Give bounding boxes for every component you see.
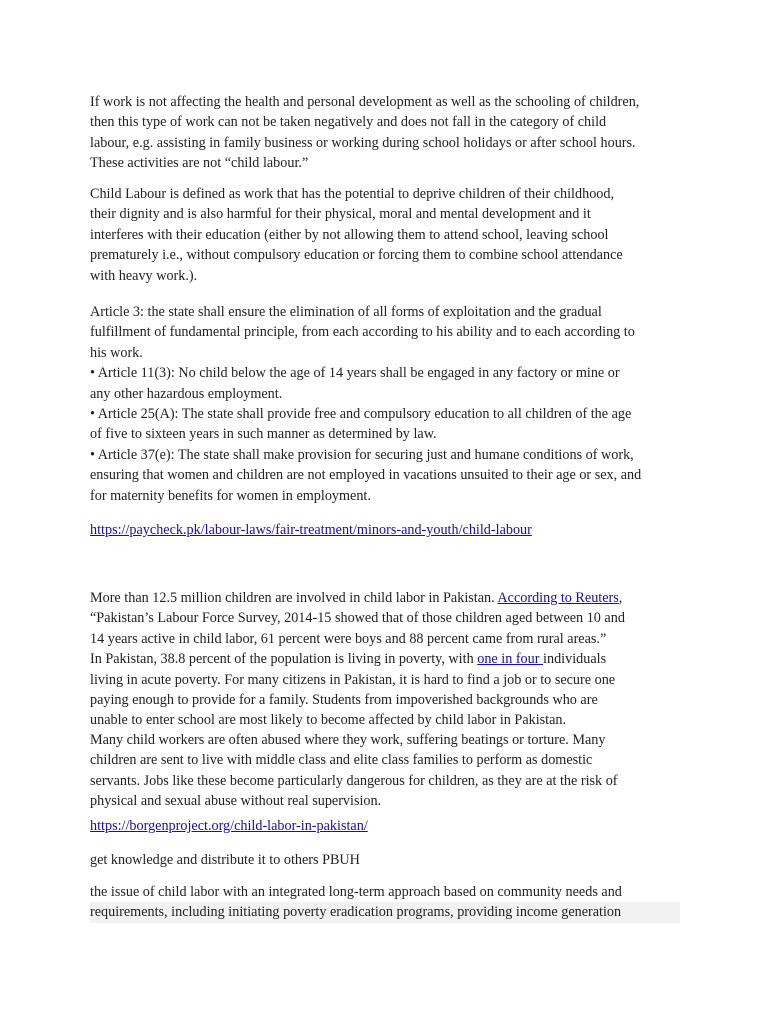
text-line: for maternity benefits for women in employment. — [90, 487, 371, 504]
text-line: paying enough to provide for a family. Students from impoverished backgrounds who are — [90, 692, 598, 709]
one-in-four-link[interactable]: one in four — [477, 651, 544, 668]
paragraph-work-not-child-labour — [90, 92, 680, 174]
text-line — [90, 588, 680, 608]
text-segment: individuals — [543, 651, 607, 668]
text-line: any other hazardous employment. — [90, 385, 283, 402]
text-line: servants. Jobs like these become particularly dangerous for children, as they are at the risk of — [90, 772, 618, 789]
text-line: 14 years active in child labor, 61 percent were boys and 88 percent came from rural areas.” — [90, 630, 607, 647]
text-line: their dignity and is also harmful for their physical, moral and mental development and it — [90, 206, 591, 223]
text-line: labour, e.g. assisting in family business or working during school holidays or after school hours. — [90, 134, 636, 151]
text-segment: , — [618, 590, 623, 606]
highlighted-text-line: requirements, including initiating poverty eradication programs, providing income generation — [90, 902, 680, 922]
borgenproject-link[interactable]: https://borgenproject.org/child-labor-in-pakistan/ — [90, 818, 368, 834]
text-line: his work. — [90, 344, 143, 361]
reuters-link[interactable]: According to Reuters — [497, 590, 619, 606]
paragraph-borgen-link — [90, 816, 680, 836]
text-line: fulfillment of fundamental principle, from each according to his ability and to each according to — [90, 324, 635, 341]
text-line: Many child workers are often abused where they work, suffering beatings or torture. Many — [90, 732, 606, 748]
paragraph-abuse-of-child-workers — [90, 730, 680, 812]
text-line: physical and sexual abuse without real supervision. — [90, 793, 382, 810]
text-line: children are sent to live with middle class and elite class families to perform as domestic — [90, 752, 593, 769]
list-item-article-11: • Article 11(3): No child below the age of 14 years shall be engaged in any factory or mine or — [90, 365, 620, 382]
text-line: If work is not affecting the health and personal development as well as the schooling of children, — [90, 94, 640, 110]
text-line: get knowledge and distribute it to others PBUH — [90, 852, 360, 868]
text-line — [90, 649, 680, 669]
text-line: with heavy work.). — [90, 267, 198, 284]
text-line: ensuring that women and children are not employed in vacations unsuited to their age or sex, and — [90, 467, 642, 484]
text-line: Child Labour is defined as work that has the potential to deprive children of their childhood, — [90, 186, 615, 202]
text-line: interferes with their education (either by not allowing them to attend school, leaving school — [90, 226, 609, 243]
text-line: the issue of child labor with an integrated long-term approach based on community needs and — [90, 884, 622, 900]
paragraph-paycheck-link — [90, 520, 680, 540]
paragraph-knowledge — [90, 850, 680, 870]
text-line: Article 3: the state shall ensure the elimination of all forms of exploitation and the gradual — [90, 304, 602, 320]
text-line: These activities are not “child labour.” — [90, 155, 309, 172]
text-line: “Pakistan’s Labour Force Survey, 2014-15 showed that of those children aged between 10 and — [90, 610, 625, 627]
paycheck-link[interactable]: https://paycheck.pk/labour-laws/fair-treatment/minors-and-youth/child-labour — [90, 522, 532, 538]
text-segment: More than 12.5 million children are involved in child labor in Pakistan. — [90, 590, 498, 606]
paragraph-pakistan-statistics — [90, 588, 680, 731]
text-line: then this type of work can not be taken negatively and does not fall in the category of child — [90, 114, 607, 131]
paragraph-constitution-articles — [90, 302, 680, 506]
text-segment: In Pakistan, 38.8 percent of the population is living in poverty, with — [90, 651, 478, 668]
text-line: prematurely i.e., without compulsory education or forcing them to combine school attendance — [90, 247, 623, 264]
text-line: of five to sixteen years in such manner as determined by law. — [90, 426, 437, 443]
list-item-article-25: • Article 25(A): The state shall provide free and compulsory education to all children of the age — [90, 406, 632, 423]
paragraph-child-labour-definition — [90, 184, 680, 286]
text-line: unable to enter school are most likely to become affected by child labor in Pakistan. — [90, 712, 567, 729]
text-line: living in acute poverty. For many citizens in Pakistan, it is hard to find a job or to secure one — [90, 671, 616, 688]
list-item-article-37: • Article 37(e): The state shall make provision for securing just and humane conditions of work, — [90, 446, 634, 463]
paragraph-integrated-approach — [90, 882, 680, 923]
